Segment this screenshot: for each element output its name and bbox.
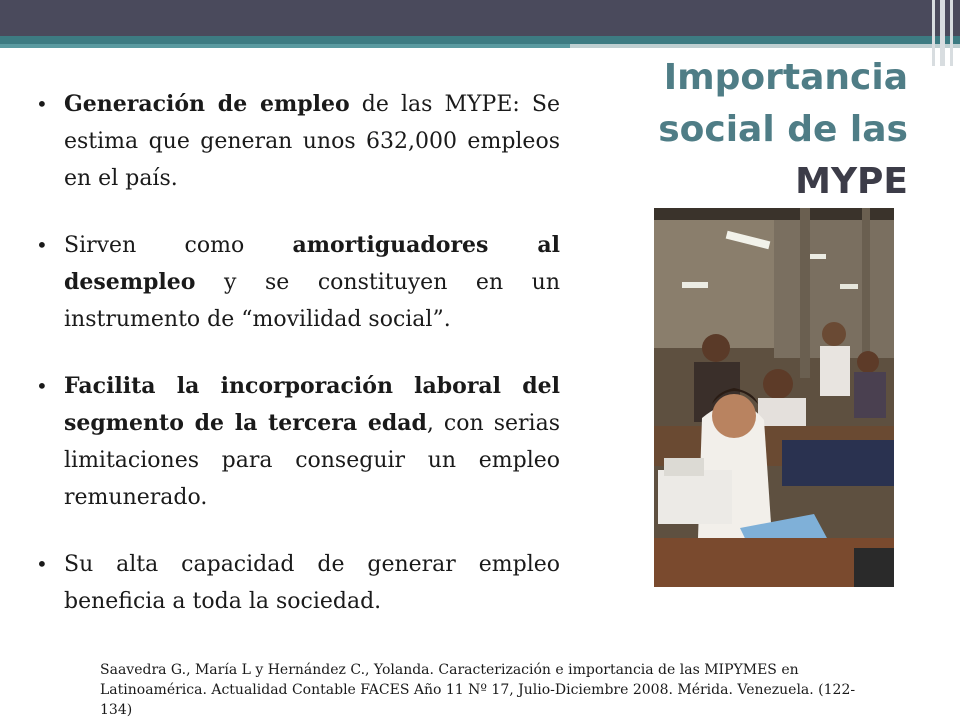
bullet-emphasis: Generación de empleo <box>64 91 350 117</box>
accent-stripe-light <box>0 44 570 48</box>
citation: Saavedra G., María L y Hernández C., Yolanda. Caracterización e importancia de las MIPYMES en Latinoamérica. Actualidad Contable FACES Año 11 Nº 17, Julio-Diciembre 2008. Mérida. Venezuela. (122-134) <box>100 662 856 718</box>
accent-line <box>570 44 960 48</box>
bullet-emphasis: Facilita la incorporación laboral del segmento de la tercera edad <box>64 373 560 436</box>
bullet-item <box>30 227 560 338</box>
bullet-text: de las MYPE: Se estima que generan unos 632,000 empleos en el país. <box>64 92 560 191</box>
bullet-item <box>30 368 560 516</box>
title-line-3: MYPE <box>795 161 908 202</box>
title-line-2: social de las <box>658 109 908 150</box>
bullet-text: Sirven como <box>64 233 293 258</box>
workshop-photo <box>654 208 894 587</box>
slide-title <box>600 52 908 208</box>
header-bar <box>0 0 960 36</box>
bullet-text: Su alta capacidad de generar empleo beneficia a toda la sociedad. <box>64 552 560 614</box>
accent-stripe <box>0 36 960 44</box>
bullet-emphasis: amortiguadores al desempleo <box>64 232 560 295</box>
title-line-1: Importancia <box>663 57 908 98</box>
bullet-text: y se constituyen en un instrumento de “movilidad social”. <box>64 270 560 332</box>
bullet-text: , con serias limitaciones para conseguir un empleo remunerado. <box>64 411 560 510</box>
bullet-item <box>30 86 560 197</box>
corner-decoration <box>928 0 960 66</box>
bullet-list <box>30 86 560 650</box>
bullet-item <box>30 546 560 620</box>
